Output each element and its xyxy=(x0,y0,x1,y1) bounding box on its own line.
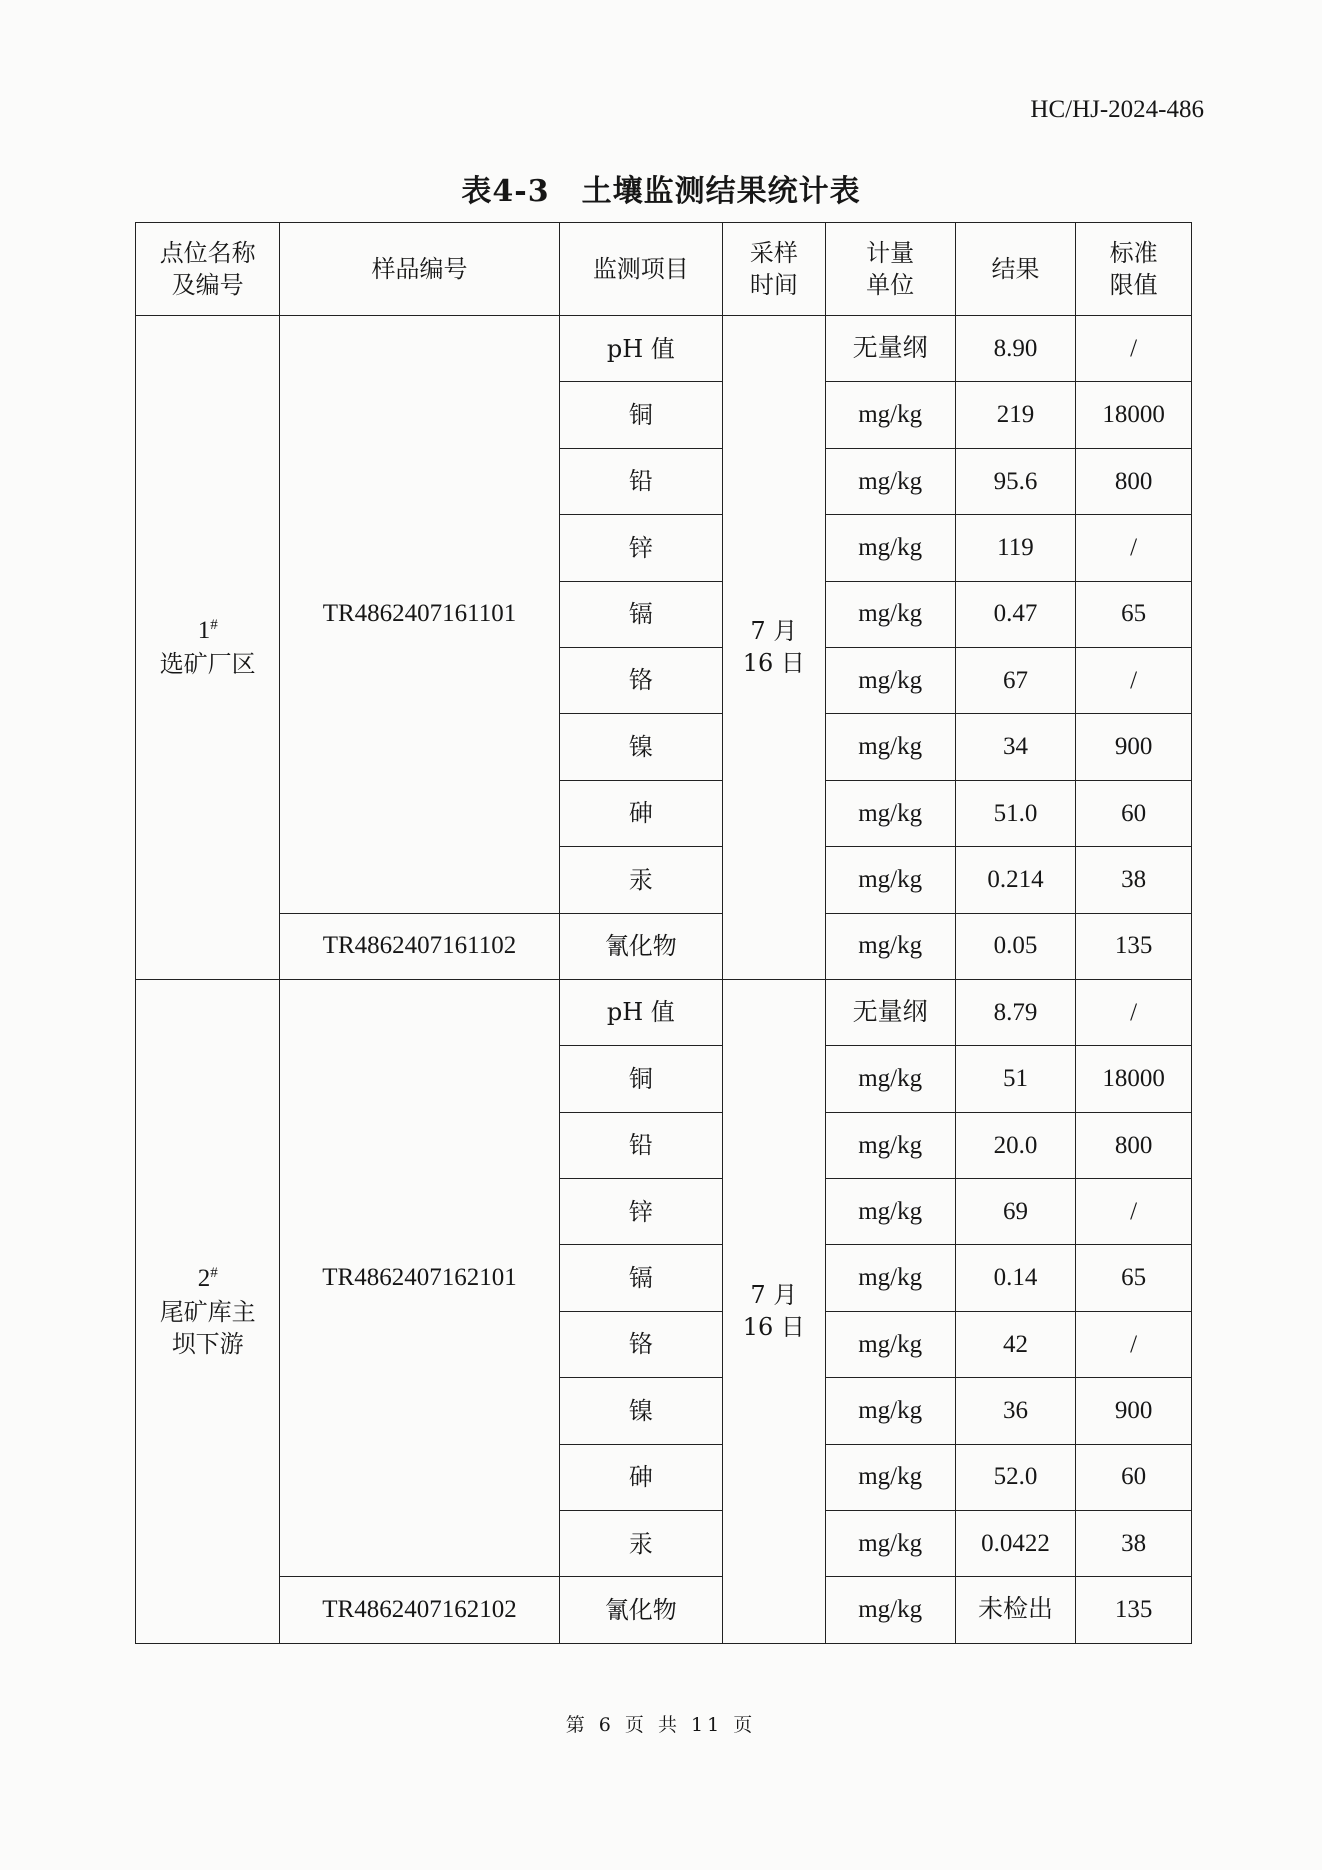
limit-cell: / xyxy=(1076,1179,1192,1245)
site-name: 选矿厂区 xyxy=(159,650,256,679)
item-cell: 铜 xyxy=(559,1046,722,1112)
table-row xyxy=(136,1577,1192,1643)
limit-cell: 135 xyxy=(1076,1577,1192,1643)
result-cell: 0.14 xyxy=(955,1245,1076,1311)
result-cell: 0.214 xyxy=(955,847,1076,913)
col-header-sampling-time: 采样 时间 xyxy=(723,223,826,316)
sample-id-cell: TR4862407162101 xyxy=(280,979,559,1577)
item-cell: 镉 xyxy=(559,581,722,647)
limit-cell: / xyxy=(1076,316,1192,382)
site-name: 坝下游 xyxy=(171,1330,244,1359)
result-cell: 8.90 xyxy=(955,316,1076,382)
item-cell: 砷 xyxy=(559,1444,722,1510)
result-cell: 0.05 xyxy=(955,913,1076,979)
item-cell: 镉 xyxy=(559,1245,722,1311)
table-title-text: 土壤监测结果统计表 xyxy=(581,174,861,209)
limit-cell: 18000 xyxy=(1076,1046,1192,1112)
unit-cell: mg/kg xyxy=(825,1577,955,1643)
item-cell: 汞 xyxy=(559,1511,722,1577)
result-cell: 67 xyxy=(955,647,1076,713)
table-body xyxy=(136,316,1192,1644)
site-name: 尾矿库主 xyxy=(159,1297,256,1326)
result-cell: 20.0 xyxy=(955,1112,1076,1178)
sample-id-cell: TR4862407162102 xyxy=(280,1577,559,1643)
item-cell: 氰化物 xyxy=(559,913,722,979)
limit-cell: 60 xyxy=(1076,780,1192,846)
result-cell: 95.6 xyxy=(955,448,1076,514)
unit-cell: mg/kg xyxy=(825,714,955,780)
soil-monitoring-results-table xyxy=(135,222,1192,1644)
limit-cell: 60 xyxy=(1076,1444,1192,1510)
result-cell: 119 xyxy=(955,515,1076,581)
site-cell xyxy=(136,979,280,1643)
limit-cell: 135 xyxy=(1076,913,1192,979)
unit-cell: mg/kg xyxy=(825,515,955,581)
item-cell: 铅 xyxy=(559,1112,722,1178)
item-cell: 铅 xyxy=(559,448,722,514)
result-cell: 52.0 xyxy=(955,1444,1076,1510)
unit-cell: 无量纲 xyxy=(825,979,955,1045)
sampling-date-cell xyxy=(723,979,826,1643)
sampling-date-line: 7 月 xyxy=(750,1280,798,1309)
result-cell: 未检出 xyxy=(955,1577,1076,1643)
limit-cell: 800 xyxy=(1076,448,1192,514)
result-cell: 51.0 xyxy=(955,780,1076,846)
result-cell: 0.0422 xyxy=(955,1511,1076,1577)
limit-cell: 38 xyxy=(1076,847,1192,913)
site-number: 2# xyxy=(197,1265,218,1293)
table-row xyxy=(136,316,1192,382)
result-cell: 0.47 xyxy=(955,581,1076,647)
table-number: 表4-3 xyxy=(461,174,550,209)
result-cell: 42 xyxy=(955,1311,1076,1377)
result-cell: 8.79 xyxy=(955,979,1076,1045)
unit-cell: mg/kg xyxy=(825,913,955,979)
limit-cell: 18000 xyxy=(1076,382,1192,448)
unit-cell: mg/kg xyxy=(825,1245,955,1311)
unit-cell: mg/kg xyxy=(825,448,955,514)
limit-cell: 38 xyxy=(1076,1511,1192,1577)
sampling-date-line: 7 月 xyxy=(750,617,798,646)
item-cell: 汞 xyxy=(559,847,722,913)
result-cell: 51 xyxy=(955,1046,1076,1112)
item-cell: 镍 xyxy=(559,1378,722,1444)
document-code: HC/HJ-2024-486 xyxy=(1030,96,1204,123)
unit-cell: mg/kg xyxy=(825,1179,955,1245)
limit-cell: 900 xyxy=(1076,1378,1192,1444)
unit-cell: 无量纲 xyxy=(825,316,955,382)
unit-cell: mg/kg xyxy=(825,581,955,647)
result-cell: 36 xyxy=(955,1378,1076,1444)
result-cell: 69 xyxy=(955,1179,1076,1245)
item-cell: 铬 xyxy=(559,647,722,713)
unit-cell: mg/kg xyxy=(825,1511,955,1577)
item-cell: 砷 xyxy=(559,780,722,846)
limit-cell: 65 xyxy=(1076,581,1192,647)
item-cell: pH 值 xyxy=(559,979,722,1045)
unit-cell: mg/kg xyxy=(825,780,955,846)
item-cell: 镍 xyxy=(559,714,722,780)
result-cell: 219 xyxy=(955,382,1076,448)
table-header-row xyxy=(136,223,1192,316)
limit-cell: 800 xyxy=(1076,1112,1192,1178)
sampling-date-line: 16 日 xyxy=(742,649,805,678)
unit-cell: mg/kg xyxy=(825,1378,955,1444)
sample-id-cell: TR4862407161101 xyxy=(280,316,559,914)
col-header-unit: 计量 单位 xyxy=(825,223,955,316)
limit-cell: 65 xyxy=(1076,1245,1192,1311)
item-cell: 锌 xyxy=(559,515,722,581)
unit-cell: mg/kg xyxy=(825,1444,955,1510)
unit-cell: mg/kg xyxy=(825,382,955,448)
unit-cell: mg/kg xyxy=(825,1046,955,1112)
item-cell: 锌 xyxy=(559,1179,722,1245)
unit-cell: mg/kg xyxy=(825,647,955,713)
item-cell: 氰化物 xyxy=(559,1577,722,1643)
limit-cell: / xyxy=(1076,979,1192,1045)
result-cell: 34 xyxy=(955,714,1076,780)
col-header-item: 监测项目 xyxy=(559,223,722,316)
sample-id-cell: TR4862407161102 xyxy=(280,913,559,979)
unit-cell: mg/kg xyxy=(825,847,955,913)
site-cell xyxy=(136,316,280,980)
limit-cell: 900 xyxy=(1076,714,1192,780)
sampling-date-cell xyxy=(723,316,826,980)
item-cell: 铜 xyxy=(559,382,722,448)
col-header-result: 结果 xyxy=(955,223,1076,316)
limit-cell: / xyxy=(1076,515,1192,581)
limit-cell: / xyxy=(1076,647,1192,713)
limit-cell: / xyxy=(1076,1311,1192,1377)
unit-cell: mg/kg xyxy=(825,1112,955,1178)
item-cell: 铬 xyxy=(559,1311,722,1377)
col-header-site: 点位名称 及编号 xyxy=(136,223,280,316)
table-row xyxy=(136,979,1192,1045)
table-row xyxy=(136,913,1192,979)
item-cell: pH 值 xyxy=(559,316,722,382)
table-title xyxy=(0,166,1322,210)
col-header-limit: 标准 限值 xyxy=(1076,223,1192,316)
sampling-date-line: 16 日 xyxy=(742,1313,805,1342)
col-header-sample-id: 样品编号 xyxy=(280,223,559,316)
unit-cell: mg/kg xyxy=(825,1311,955,1377)
page-footer: 第 6 页 共 11 页 xyxy=(565,1714,757,1736)
site-number: 1# xyxy=(197,617,218,645)
